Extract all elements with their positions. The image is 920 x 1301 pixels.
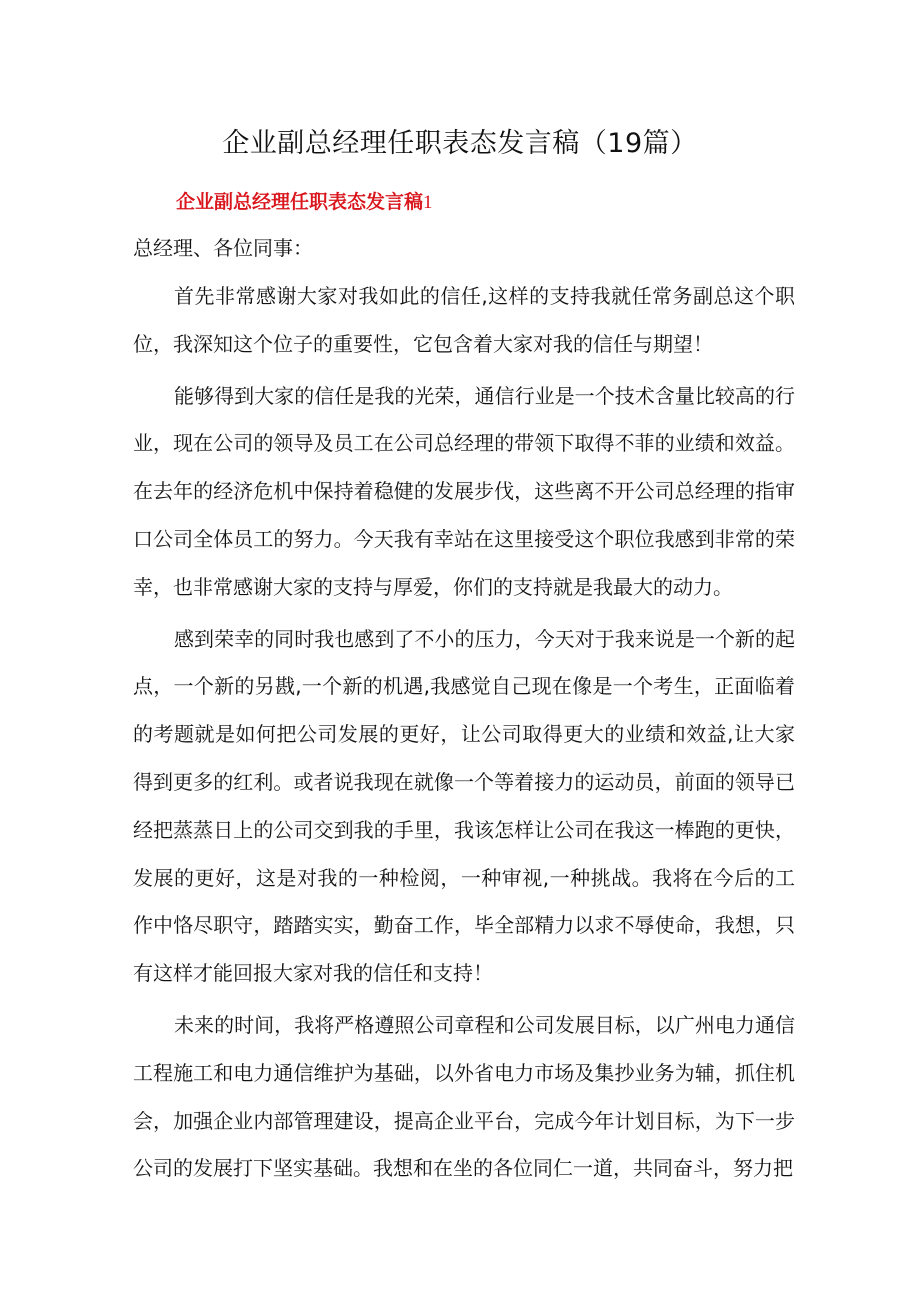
salutation: 总经理、各位同事： (133, 236, 313, 260)
section-number: 1 (423, 192, 433, 213)
document-body (133, 228, 795, 1193)
section-heading (176, 188, 433, 217)
section-heading-text: 企业副总经理任职表态发言稿 (176, 191, 424, 213)
paragraph: 能够得到大家的信任是我的光荣，通信行业是一个技术含量比较高的行业，现在公司的领导及员工在公司总经理的带领下取得不菲的业绩和效益。在去年的经济危机中保持着稳健的发展步伐，这些离不开公司总经理的指审口公司全体员工的努力。今天我有幸站在这里接受这个职位我感到非常的荣幸，也非常感谢大家的支持与厚爱，你们的支持就是我最大的动力。 (133, 383, 795, 599)
paragraph: 首先非常感谢大家对我如此的信任,这样的支持我就任常务副总这个职位，我深知这个位子的重要性，它包含着大家对我的信任与期望！ (133, 284, 795, 356)
paragraph: 未来的时间，我将严格遵照公司章程和公司发展目标，以广州电力通信工程施工和电力通信维护为基础，以外省电力市场及集抄业务为辅，抓住机会，加强企业内部管理建设，提高企业平台，完成今年计划目标，为下一步公司的发展打下坚实基础。我想和在坐的各位同仁一道，共同奋斗，努力把 (133, 1012, 795, 1181)
document-title: 企业副总经理任职表态发言稿（19篇） (222, 128, 698, 159)
paragraph: 感到荣幸的同时我也感到了不小的压力，今天对于我来说是一个新的起点，一个新的另戡,一个新的机遇,我感觉自己现在像是一个考生，正面临着的考题就是如何把公司发展的更好，让公司取得更大的业绩和效益,让大家得到更多的红利。或者说我现在就像一个等着接力的运动员，前面的领导已经把蒸蒸日上的公司交到我的手里，我该怎样让公司在我这一棒跑的更快，发展的更好，这是对我的一种检阅，一种审视,一种挑战。我将在今后的工作中恪尽职守，踏踏实实，勤奋工作，毕全部精力以求不辱使命，我想，只有这样才能回报大家对我的信任和支持！ (133, 626, 795, 986)
